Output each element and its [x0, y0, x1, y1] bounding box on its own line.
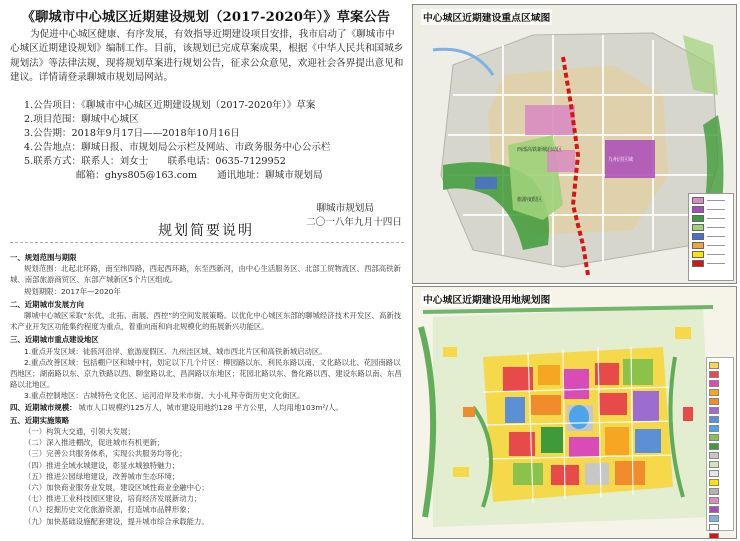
map-label: 旅游度假区 [517, 197, 543, 203]
signature-org: 聊城市规划局 [316, 203, 374, 214]
announcement-column [6, 6, 406, 536]
summary-body [10, 250, 406, 527]
item-period: 3.公告期：2018年9月17日——2018年10月16日 [24, 128, 240, 139]
section-inline-text: 城市人口规模约125万人，城市建设用地约128 平方公里，人均用地103m²/人。 [78, 402, 343, 412]
section-paragraph: 3.重点控制地区：古城特色文化区、运河沿岸及米市街、大小礼拜寺街历史文化街区。 [24, 391, 305, 401]
legend-item [692, 214, 730, 223]
intro-paragraph: 为促进中心城区健康、有序发展，有效指导近期建设项目安排，我市启动了《聊城市中心城区近期建设规划》编制工作。目前，该规划已完成草案成果，根据《中华人民共和国城乡规划法》等法律法规，现将规划草案进行规划公告，征求公众意见，欢迎社会各界提出意见和建议。详情请登录聊城市规划局网站。 [10, 29, 404, 84]
legend-item [692, 232, 730, 241]
section-paragraph: 规划范围：北起北环路，南至纬四路，西起西环路，东至西新河，由中心生活服务区、北部工贸物流区、西部高铁新城、南部旅游商贸区、东部产城新区5个片区组成。 [10, 264, 401, 285]
legend-item [692, 250, 730, 259]
key-areas-map [412, 4, 737, 284]
announcement-items [24, 99, 404, 183]
address-label: 通讯地址：聊城市规划局 [217, 170, 323, 181]
divider [10, 242, 404, 243]
item-scope: 2.项目范围：聊城中心城区 [24, 114, 139, 125]
section-paragraph: 2.重点改善区域：包括棚户区和城中村，划定以下几个片区：柳园路以东、利民东路以南、文化路以北、花园南路以西地区；湖南路以东、京九铁路以西、聊堂路以北、昌润路以东地区；花园北路以东、鲁化路以西、建设东路以南、东昌路以北地区。 [10, 357, 402, 390]
strategy-item: （四）推进全域水城建设，彰显水城独特魅力； [24, 460, 180, 470]
section-heading: 三、近期城市重点建设地区 [10, 335, 99, 345]
land-use-map [412, 286, 737, 539]
land-use-legend [706, 357, 734, 531]
legend-item [692, 223, 730, 232]
legend-item [692, 205, 730, 214]
signature-date: 二〇一八年九月十四日 [306, 217, 402, 228]
email-label: 邮箱：ghys805@163.com [76, 170, 197, 181]
section-heading: 五、近期实施策略 [10, 415, 70, 425]
legend-item [692, 196, 730, 205]
land-use-map-title: 中心城区近期建设用地规划图 [421, 291, 552, 307]
announcement-title: 《聊城市中心城区近期建设规划（2017-2020年）》草案公告 [21, 10, 391, 25]
strategy-item: （七）推进工业科技园区建设，培育经济发展新动力； [24, 494, 202, 504]
strategy-item: （六）加快商业服务业发展，建设区域性商业金融中心； [24, 483, 209, 493]
announcement-intro [10, 28, 404, 86]
land-use-map-graphic [413, 287, 736, 538]
strategy-item: （三）完善公共服务体系，实现公共服务均等化； [24, 449, 187, 459]
legend-item [692, 259, 730, 268]
item-email-address [24, 169, 404, 183]
strategy-item: （八）挖掘历史文化旅游资源，打造城市品牌形象； [24, 505, 194, 515]
map-label: 九州洼区域 [608, 157, 634, 163]
section-heading: 二、近期城市发展方向 [10, 299, 84, 309]
strategy-item: （九）加快基础设施配套建设，提升城市综合承载能力。 [24, 516, 209, 526]
legend-item [692, 241, 730, 250]
pink-zone-north [525, 105, 575, 135]
item-project: 1.公告项目：《聊城市中心城区近期建设规划（2017-2020年）》草案 [24, 100, 316, 111]
section-paragraph: 聊城中心城区采取“东优、北拓、南展、西控”的空间发展策略。以优化中心城区东部的聊城经济技术开发区、高新技术产业开发区功能集约程度为重点，着重向南和向北规模化的拓展新兴功能区。 [10, 311, 402, 332]
strategy-item: （一）构筑大交通，引领大发展； [24, 427, 135, 437]
key-areas-legend [688, 193, 734, 281]
section-paragraph: 规划期限：2017年—2020年 [24, 286, 121, 296]
section-heading: 四、近期城市规模： [10, 402, 77, 412]
item-location: 4.公告地点：聊城日报、市规划局公示栏及网站、市政务服务中心公示栏 [24, 142, 331, 153]
section-paragraph: 1.重点开发区域：徒骇河沿岸、旅游度假区、九州洼区域、城市西北片区和高铁新城启动区。 [24, 346, 327, 356]
item-contact: 5.联系方式：联系人：刘女士 联系电话：0635-7129952 [24, 156, 286, 167]
key-areas-map-title: 中心城区近期建设重点区域图 [421, 9, 552, 25]
strategy-item: （五）推进公园绿地建设，改善城市生态环境； [24, 471, 180, 481]
section-heading: 一、规划范围与期限 [10, 253, 77, 262]
summary-title: 规划简要说明 [158, 223, 254, 239]
strategy-item: （二）深入推进棚改，促进城市有机更新； [24, 438, 165, 448]
section-inline [10, 402, 406, 413]
map-label: 西部高铁新城启动区 [517, 147, 563, 153]
